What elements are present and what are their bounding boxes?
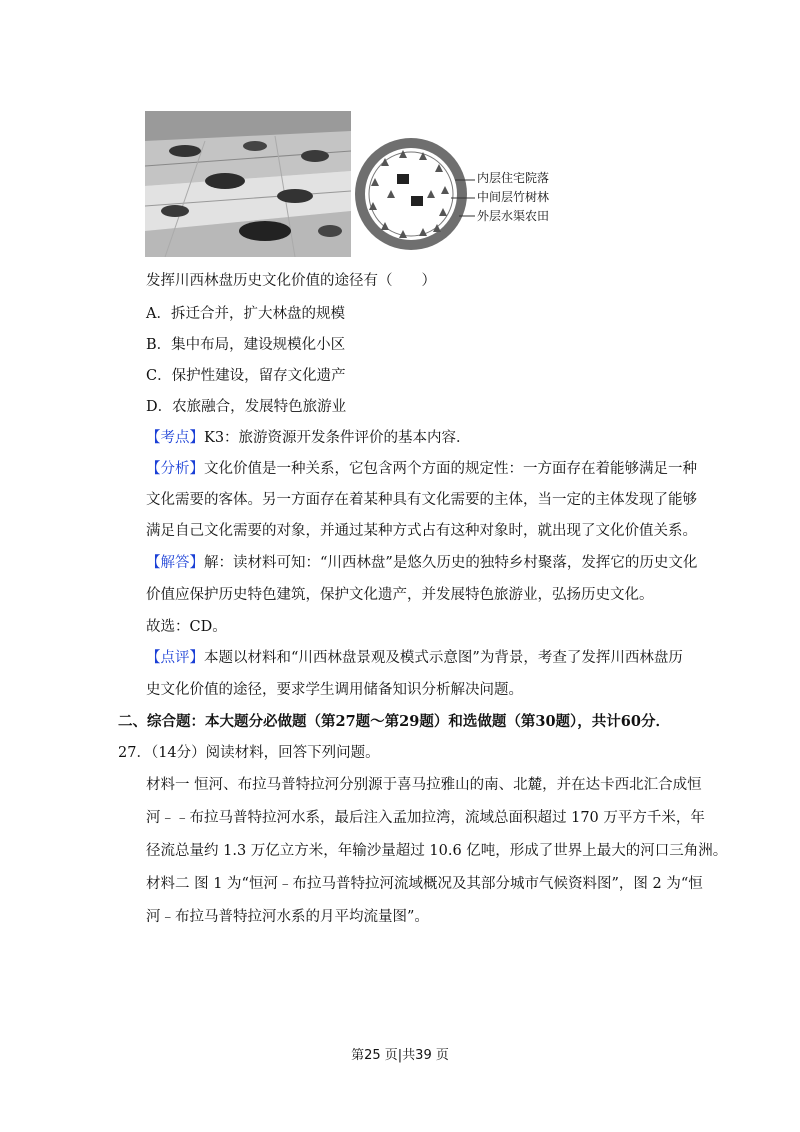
jieda-line-1 [146,553,697,573]
section-heading: 二、综合题：本大题分必做题（第27题～第29题）和选做题（第30题），共计60分． [118,713,670,730]
dianping-text-1: 本题以材料和“川西林盘景观及模式示意图”为背景，考查了发挥川西林盘历 [204,650,683,666]
question-stem: 发挥川西林盘历史文化价值的途径有（ ） [146,273,436,289]
jieda-text-1: 解：读材料可知：“川西林盘”是悠久历史的独特乡村聚落，发挥它的历史文化 [204,555,698,571]
jieda-line-2: 价值应保护历史特色建筑，保护文化遗产，并发展特色旅游业，弘扬历史文化。 [146,587,654,603]
material1-line-1: 材料一 恒河、布拉马普特拉河分别源于喜马拉雅山的南、北麓，并在达卡西北汇合成恒 [146,777,702,793]
kaodian-text: K3：旅游资源开发条件评价的基本内容． [204,430,471,446]
fenxi-line-2: 文化需要的客体。另一方面存在着某种具有文化需要的主体，当一定的主体发现了能够 [146,492,697,508]
option-b: B．集中布局，建设规模化小区 [146,337,346,353]
material1-line-3: 径流总量约 1.3 万亿立方米，年输沙量超过 10.6 亿吨，形成了世界上最大的河口三角洲。 [146,843,728,859]
material2-line-1: 材料二 图 1 为“恒河﹣布拉马普特拉河流域概况及其部分城市气候资料图”，图 2 为“恒 [146,876,703,892]
option-c: C．保护性建设，留存文化遗产 [146,368,346,384]
fenxi-line-1 [146,459,697,479]
dianping-line-1 [146,648,683,668]
dianping-tag: 【点评】 [146,650,204,666]
kaodian [146,428,471,448]
legend-inner: 内层住宅院落 [477,171,550,185]
material2-line-2: 河﹣布拉马普特拉河水系的月平均流量图”。 [146,909,429,925]
option-a: A．拆迁合并，扩大林盘的规模 [146,306,345,322]
answer: 故选：CD。 [146,619,227,635]
dianping-line-2: 史文化价值的途径，要求学生调用储备知识分析解决问题。 [146,682,523,698]
legend-outer: 外层水渠农田 [477,209,550,223]
jieda-tag: 【解答】 [146,555,204,571]
option-d: D．农旅融合，发展特色旅游业 [146,399,347,415]
material1-line-2: 河﹣﹣布拉马普特拉河水系，最后注入孟加拉湾，流域总面积超过 170 万平方千米，年 [146,810,705,826]
fenxi-tag: 【分析】 [146,461,204,477]
linpan-model-diagram [355,128,595,260]
aerial-photo [145,111,351,257]
legend-middle: 中间层竹树林 [477,190,550,204]
page-footer: 第25 页|共39 页 [351,1048,449,1063]
question-27: 27．（14分）阅读材料，回答下列问题。 [118,745,380,761]
kaodian-tag: 【考点】 [146,430,204,446]
fenxi-line-3: 满足自己文化需要的对象，并通过某种方式占有这种对象时，就出现了文化价值关系。 [146,523,697,539]
fenxi-text-1: 文化价值是一种关系，它包含两个方面的规定性：一方面存在着能够满足一种 [204,461,697,477]
